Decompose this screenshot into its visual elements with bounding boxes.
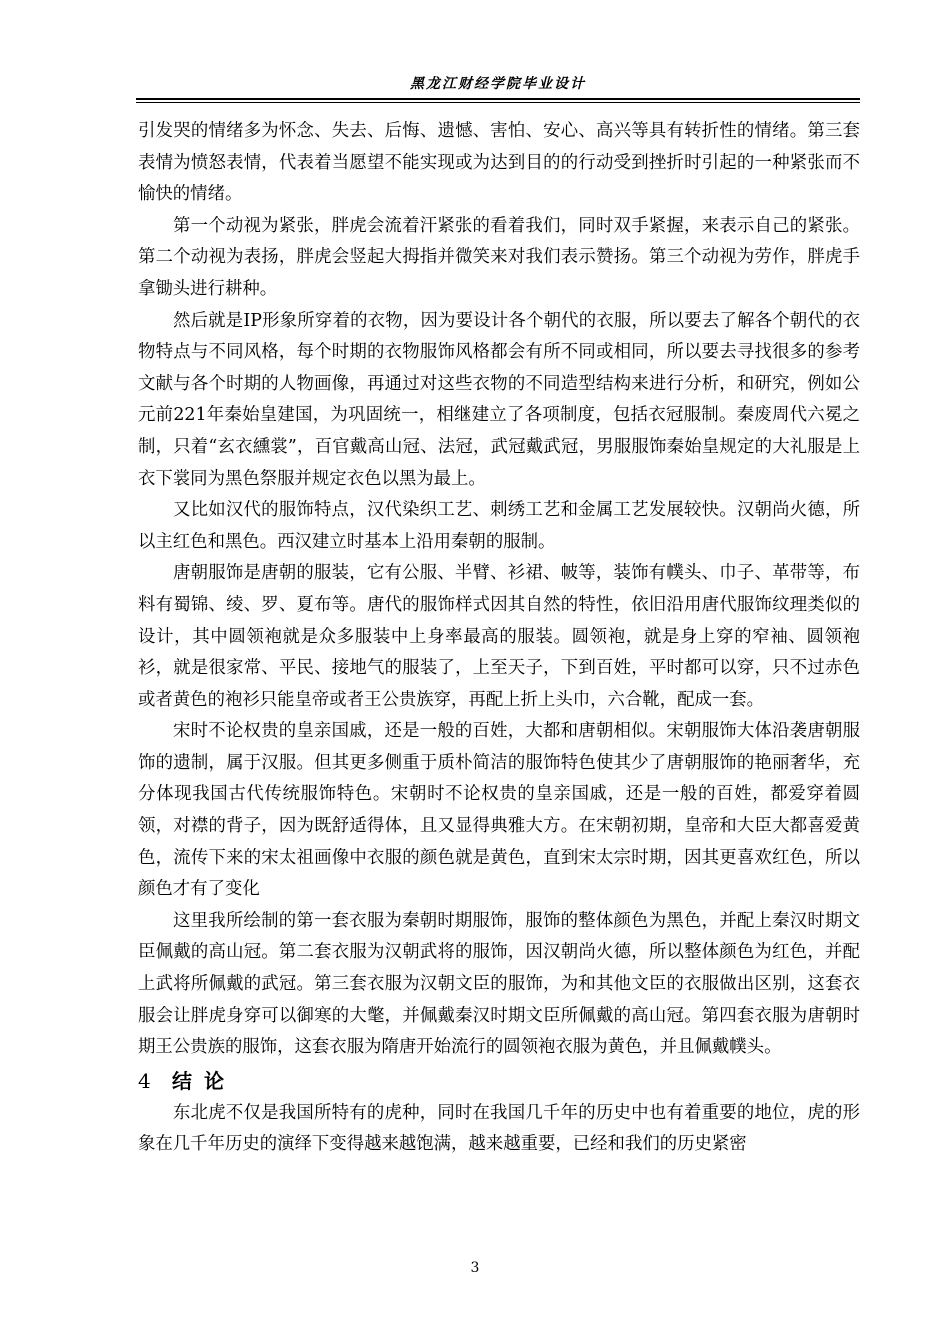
header-rule-thin	[136, 102, 860, 103]
header-rule-thick	[136, 98, 860, 100]
section-title: 结论	[172, 1068, 236, 1093]
section-heading	[138, 1064, 860, 1098]
paragraph-clothing-qin: 然后就是IP形象所穿着的衣物，因为要设计各个朝代的衣服，所以要去了解各个朝代的衣物特点与不同风格，每个时期的衣物服饰风格都会有所不同或相同，所以要去寻找很多的参考文献与各个时期的人物画像，再通过对这些衣物的不同造型结构来进行分析，和研究，例如公元前221年秦始皇建国，为巩固统一，相继建立了各项制度，包括衣冠服制。秦废周代六冕之制，只着“玄衣纁裳”，百官戴高山冠、法冠，武冠戴武冠，男服服饰秦始皇规定的大礼服是上衣下裳同为黑色祭服并规定衣色以黑为最上。	[138, 310, 860, 489]
paragraph-drawn-outfits: 这里我所绘制的第一套衣服为秦朝时期服饰，服饰的整体颜色为黑色，并配上秦汉时期文臣佩戴的高山冠。第二套衣服为汉朝武将的服饰，因汉朝尚火德，所以整体颜色为红色，并配上武将所佩戴的武冠。第三套衣服为汉朝文臣的服饰，为和其他文臣的衣服做出区别，这套衣服会让胖虎身穿可以御寒的大氅，并佩戴秦汉时期文臣所佩戴的高山冠。第四套衣服为唐朝时期王公贵族的服饰，这套衣服为隋唐开始流行的圆领袍衣服为黄色，并且佩戴幞头。	[138, 910, 860, 1058]
paragraph-clothing-song: 宋时不论权贵的皇亲国戚，还是一般的百姓，大都和唐朝相似。宋朝服饰大体沿袭唐朝服饰的遗制，属于汉服。但其更多侧重于质朴简洁的服饰特色使其少了唐朝服饰的艳丽奢华，充分体现我国古代传统服饰特色。宋朝时不论权贵的皇亲国戚，还是一般的百姓，都爱穿着圆领，对襟的背子，因为既舒适得体，且又显得典雅大方。在宋朝初期，皇帝和大臣大都喜爱黄色，流传下来的宋太祖画像中衣服的颜色就是黄色，直到宋太宗时期，因其更喜欢红色，所以颜色才有了变化	[138, 721, 860, 900]
paragraph-clothing-tang: 唐朝服饰是唐朝的服装，它有公服、半臂、衫裙、帔等，装饰有幞头、巾子、革带等，布料有蜀锦、绫、罗、夏布等。唐代的服饰样式因其自然的特性，依旧沿用唐代服饰纹理类似的设计，其中圆领袍就是众多服装中上身率最高的服装。圆领袍，就是身上穿的窄袖、圆领袍衫，就是很家常、平民、接地气的服装了，上至天子，下到百姓，平时都可以穿，只不过赤色或者黄色的袍衫只能皇帝或者王公贵族穿，再配上折上头巾，六合靴，配成一套。	[138, 563, 860, 710]
body-text	[138, 116, 860, 1161]
paragraph-conclusion: 东北虎不仅是我国所特有的虎种，同时在我国几千年的历史中也有着重要的地位，虎的形象在几千年历史的演绎下变得越来越饱满，越来越重要，已经和我们的历史紧密	[138, 1102, 860, 1155]
page-header-title: 黑龙江财经学院毕业设计	[410, 76, 586, 92]
paragraph-actions: 第一个动视为紧张，胖虎会流着汗紧张的看着我们，同时双手紧握，来表示自己的紧张。第二个动视为表扬，胖虎会竖起大拇指并微笑来对我们表示赞扬。第三个动视为劳作，胖虎手拿锄头进行耕种。	[138, 215, 860, 299]
paragraph-clothing-han: 又比如汉代的服饰特点，汉代染织工艺、刺绣工艺和金属工艺发展较快。汉朝尚火德，所以主红色和黑色。西汉建立时基本上沿用秦朝的服制。	[138, 500, 860, 552]
section-number: 4	[138, 1068, 151, 1093]
page-number: 3	[470, 1260, 480, 1276]
paragraph-continuation: 引发哭的情绪多为怀念、失去、后悔、遗憾、害怕、安心、高兴等具有转折性的情绪。第三套表情为愤怒表情，代表着当愿望不能实现或为达到目的的行动受到挫折时引起的一种紧张而不愉快的情绪。	[138, 121, 860, 205]
